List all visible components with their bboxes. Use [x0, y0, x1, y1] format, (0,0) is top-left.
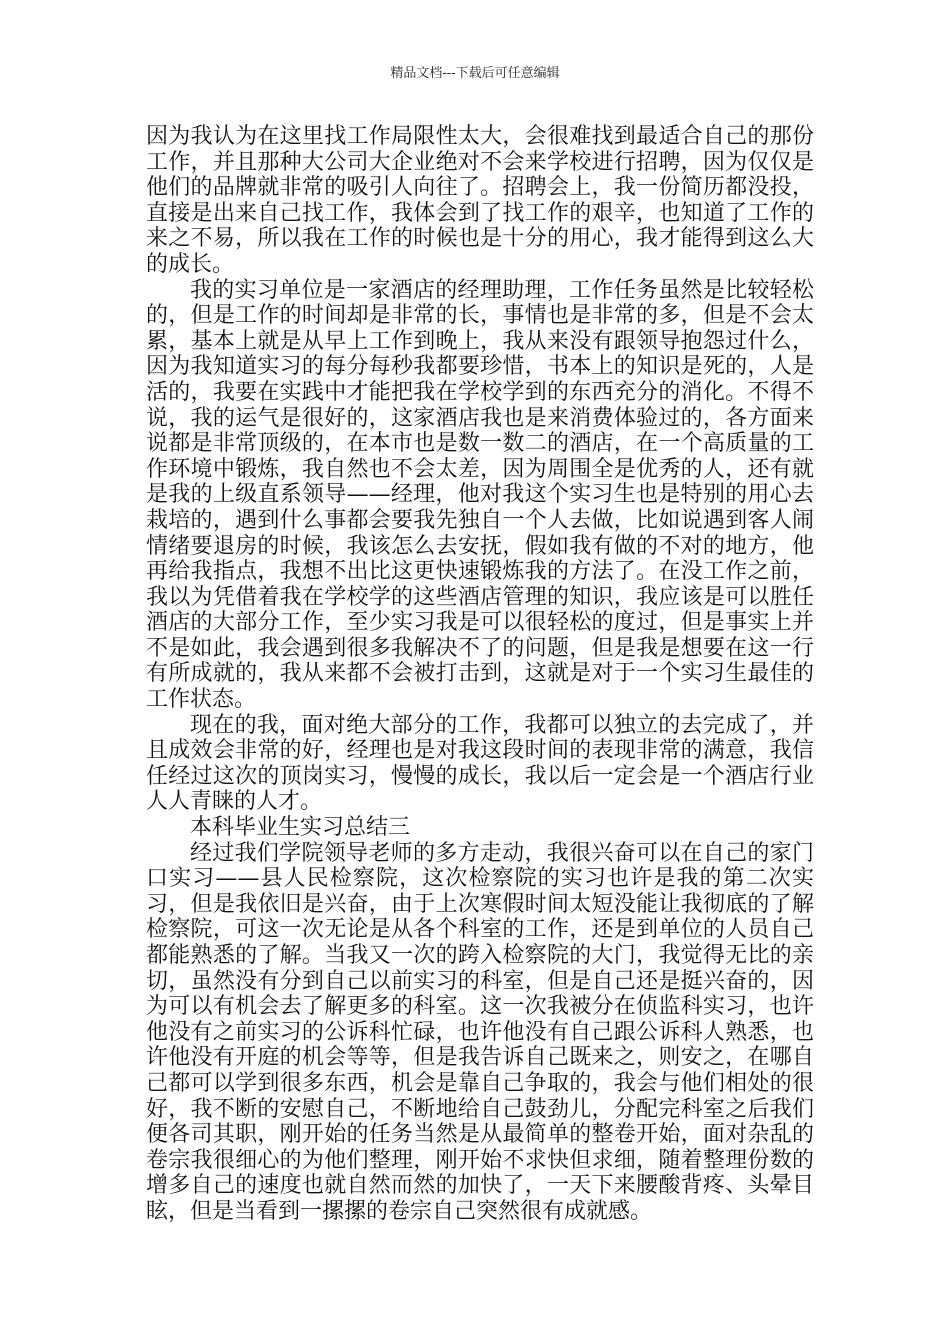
paragraph-4: 经过我们学院领导老师的多方走动，我很兴奋可以在自己的家门口实习——县人民检察院，这次检察院的实习也许是我的第二次实习，但是我依旧是兴奋，由于上次寒假时间太短没能让我彻底的了解检察院，可这一次无论是从各个科室的工作，还是到单位的人员自己都能熟悉的了解。当我又一次的跨入检察院的大门，我觉得无比的亲切，虽然没有分到自己以前实习的科室，但是自己还是挺兴奋的，因为可以有机会去了解更多的科室。这一次我被分在侦监科实习，也许他没有之前实习的公诉科忙碌，也许他没有自己跟公诉科人熟悉，也许他没有开庭的机会等等，但是我告诉自己既来之，则安之，在哪自己都可以学到很多东西，机会是靠自己争取的，我会与他们相处的很好，我不断的安慰自己，不断地给自己鼓劲儿，分配完科室之后我们便各司其职，刚开始的任务当然是从最简单的整卷开始，面对杂乱的卷宗我很细心的为他们整理，刚开始不求快但求细，随着整理份数的增多自己的速度也就自然而然的加快了，一天下来腰酸背疼、头晕目眩，但是当看到一摞摞的卷宗自己突然很有成就感。: [146, 840, 814, 1224]
section-heading: 本科毕业生实习总结三: [190, 815, 411, 841]
document-body: [146, 124, 814, 1225]
paragraph-1: 因为我认为在这里找工作局限性太大，会很难找到最适合自己的那份工作，并且那种大公司大企业绝对不会来学校进行招聘，因为仅仅是他们的品牌就非常的吸引人向往了。招聘会上，我一份简历都没投，直接是出来自己找工作，我体会到了找工作的艰辛，也知道了工作的来之不易，所以我在工作的时候也是十分的用心，我才能得到这么大的成长。: [146, 124, 814, 277]
page-header: 精品文档---下载后可任意编辑: [390, 66, 560, 81]
paragraph-3: 现在的我，面对绝大部分的工作，我都可以独立的去完成了，并且成效会非常的好，经理也是对我这段时间的表现非常的满意，我信任经过这次的顶岗实习，慢慢的成长，我以后一定会是一个酒店行业人人青睐的人才。: [146, 712, 814, 815]
paragraph-2: 我的实习单位是一家酒店的经理助理，工作任务虽然是比较轻松的，但是工作的时间却是非常的长，事情也是非常的多，但是不会太累，基本上就是从早上工作到晚上，我从来没有跟领导抱怨过什么，因为我知道实习的每分每秒我都要珍惜，书本上的知识是死的，人是活的，我要在实践中才能把我在学校学到的东西充分的消化。不得不说，我的运气是很好的，这家酒店我也是来消费体验过的，各方面来说都是非常顶级的，在本市也是数一数二的酒店，在一个高质量的工作环境中锻炼，我自然也不会太差，因为周围全是优秀的人，还有就是我的上级直系领导——经理，他对我这个实习生也是特别的用心去栽培的，遇到什么事都会要我先独自一个人去做，比如说遇到客人闹情绪要退房的时候，我该怎么去安抚，假如我有做的不对的地方，他再给我指点，我想不出比这更快速锻炼我的方法了。在没工作之前，我以为凭借着我在学校学的这些酒店管理的知识，我应该是可以胜任酒店的大部分工作，至少实习我是可以很轻松的度过，但是事实上并不是如此，我会遇到很多我解决不了的问题，但是我是想要在这一行有所成就的，我从来都不会被打击到，这就是对于一个实习生最佳的工作状态。: [146, 277, 814, 713]
